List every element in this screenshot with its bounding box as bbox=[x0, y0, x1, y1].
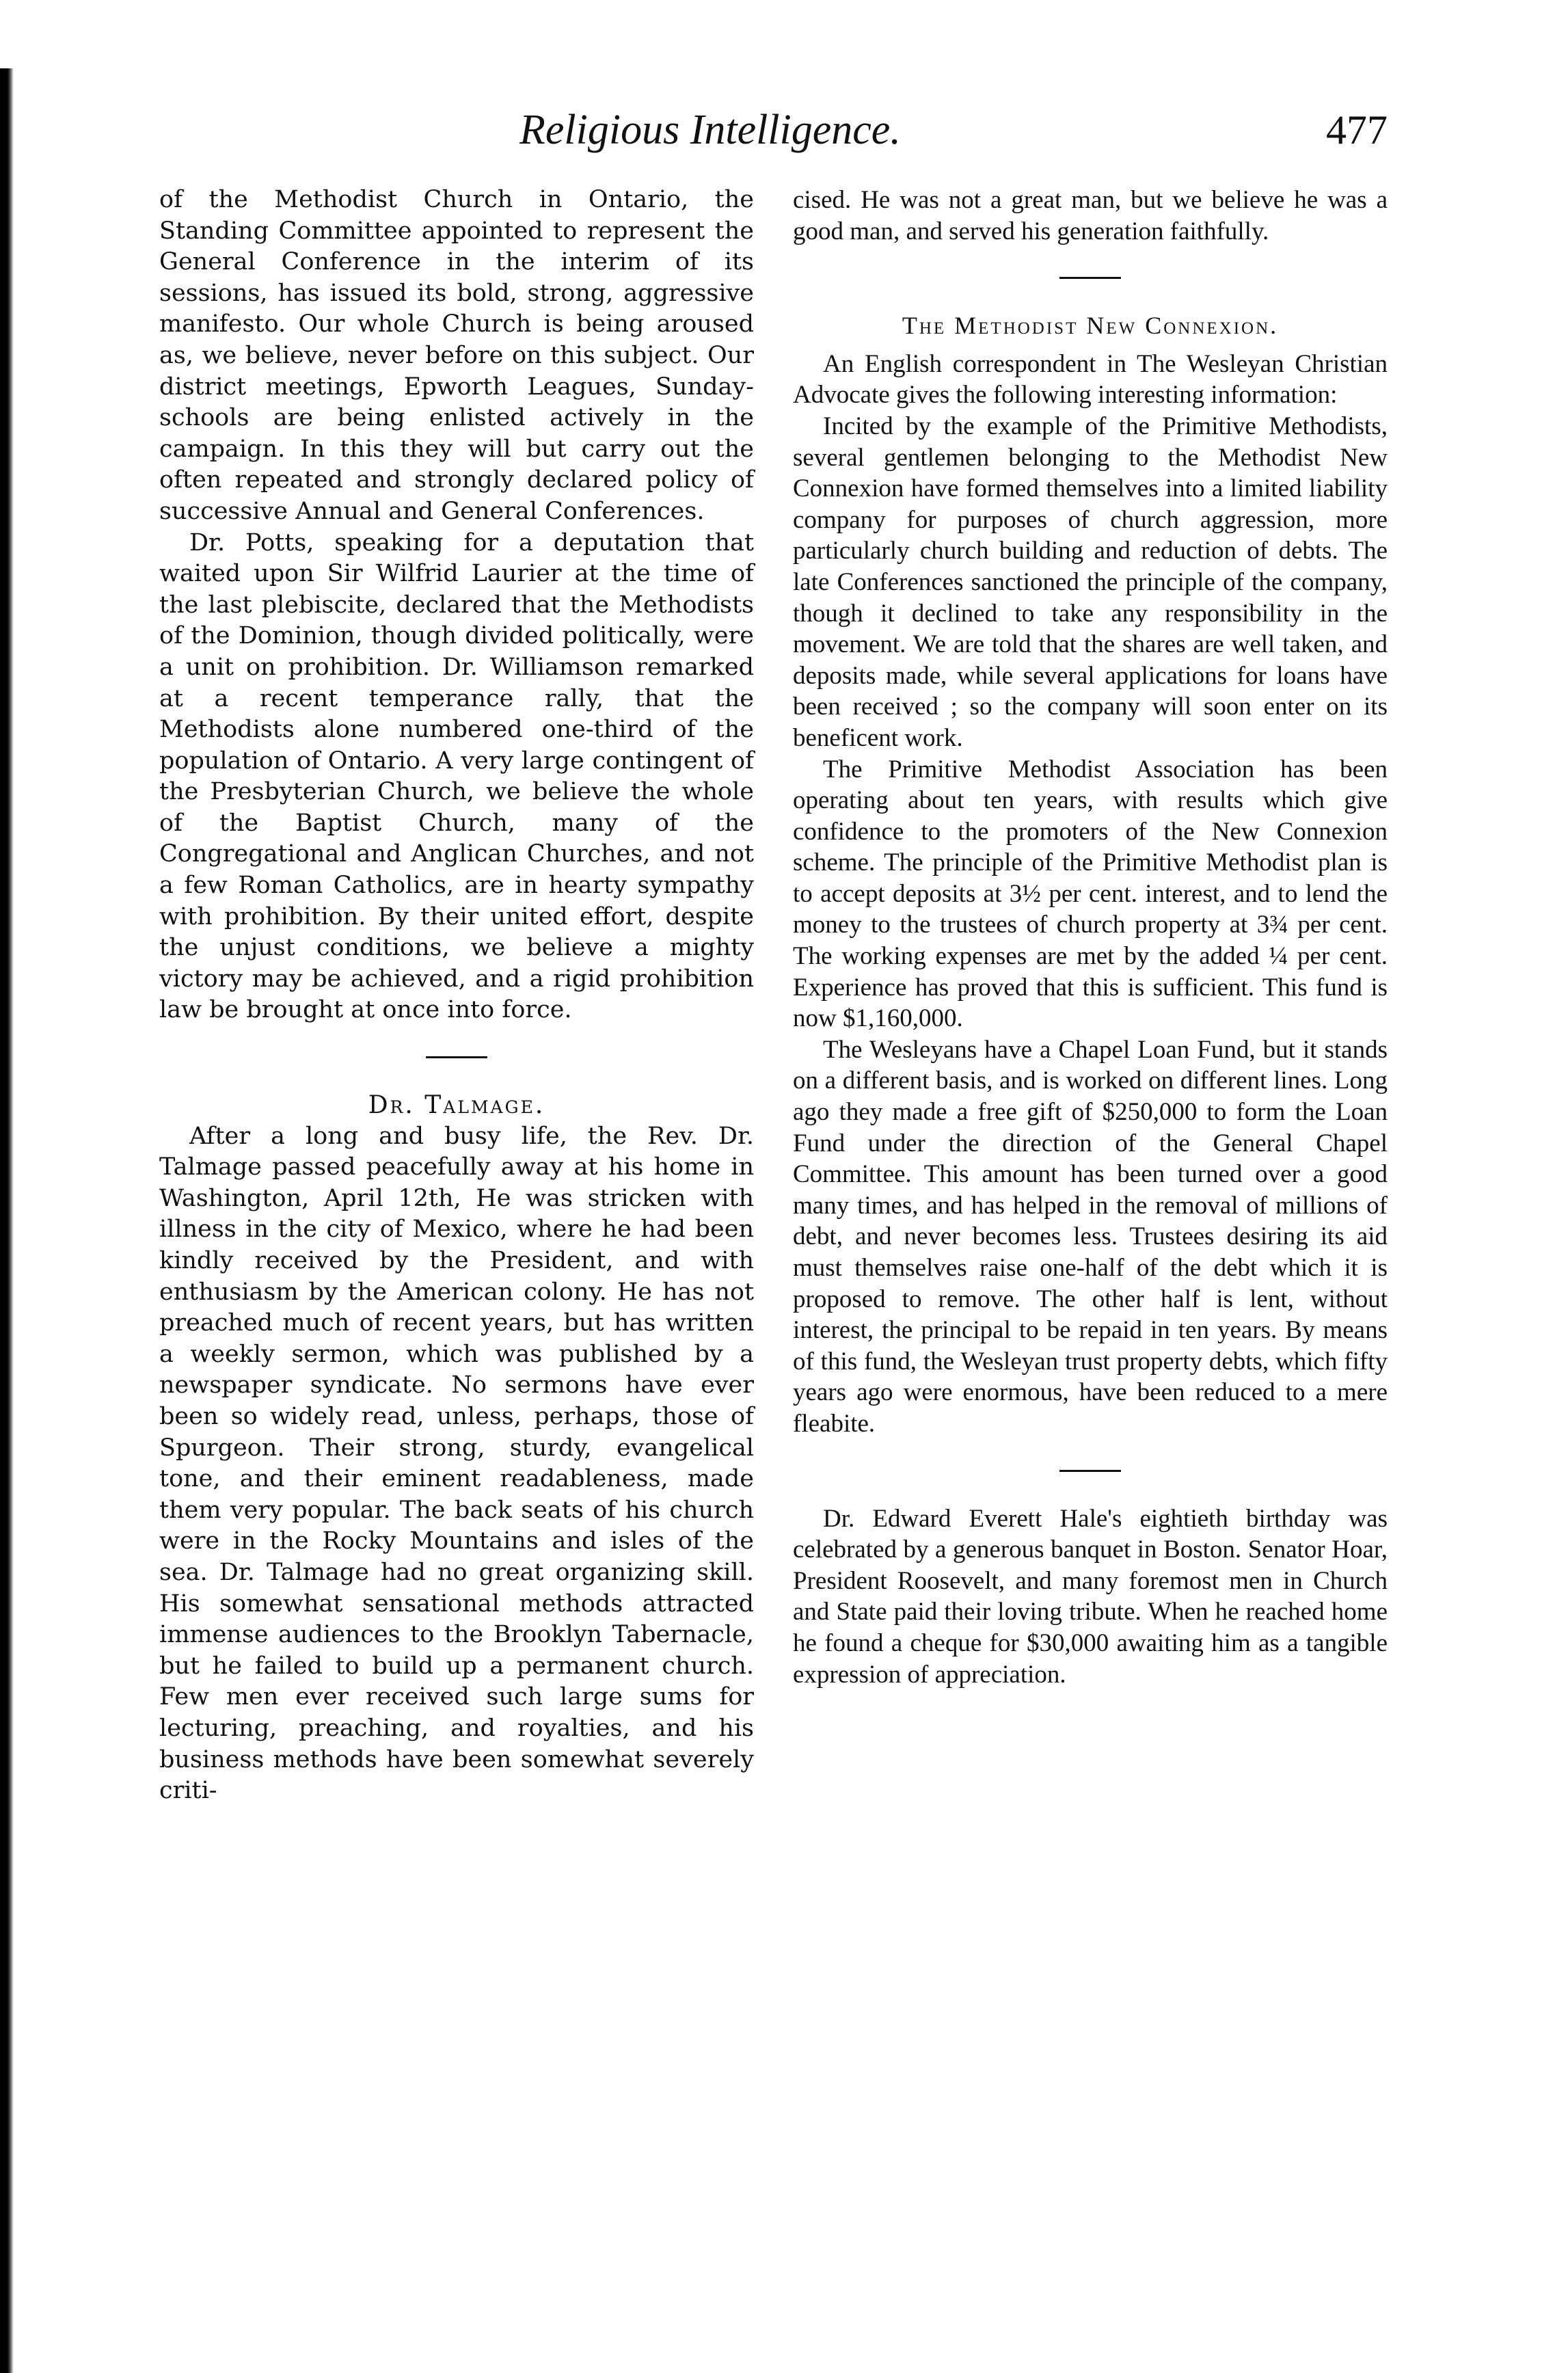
paragraph-wesleyan-loan-fund: The Wesleyans have a Chapel Loan Fund, but it stands on a different basis, and is worked on different lines. Long ago they made a free gift of $250,000 to form the Loan Fund under the direction of the General Chapel Committee. This amount has been turned over a good many times, and has helped in the removal of millions of debt, and never becomes less. Trustees desiring its aid must themselves raise one-half of the debt which it is proposed to remove. The other half is lent, without interest, the principal to be repaid in ten years. By means of this fund, the Wesleyan trust property debts, which fifty years ago were enormous, have been reduced to a mere fleabite. bbox=[793, 1035, 1388, 1438]
paragraph-talmage: After a long and busy life, the Rev. Dr. Talmage passed peacefully away at his home in Washington, April 12th, He was stricken with illness in the city of Mexico, where he had been kindly received by the President, and with enthusiasm by the American colony. He has not preached much of recent years, but has written a weekly sermon, which was published by a newspaper syndicate. No sermons have ever been so widely read, unless, perhaps, those of Spurgeon. Their strong, sturdy, evangelical tone, and their eminent readableness, made them very popular. The back seats of his church were in the Rocky Mountains and isles of the sea. Dr. Talmage had no great organizing skill. His somewhat sensational methods attracted immense audiences to the Brooklyn Tabernacle, but he failed to build up a permanent church. Few men ever received such large sums for lecturing, preaching, and royalties, and his business methods have been somewhat severely criti- bbox=[159, 1122, 754, 1805]
paragraph-correspondent: An English correspondent in The Wesleyan Christian Advocate gives the following interesting information: bbox=[793, 349, 1388, 410]
left-column bbox=[159, 185, 754, 1807]
running-title: Religious Intelligence. bbox=[519, 107, 901, 153]
paragraph-prohibition-unity: Dr. Potts, speaking for a deputation that waited upon Sir Wilfrid Laurier at the time of the last plebiscite, declared that the Methodists of the Dominion, though divided politically, were a unit on prohibition. Dr. Williamson remarked at a recent temperance rally, that the Methodists alone numbered one-third of the population of Ontario. A very large contingent of the Presbyterian Church, we believe the whole of the Baptist Church, many of the Congregational and Anglican Churches, and not a few Roman Catholics, are in hearty sympathy with prohibition. By their united effort, despite the unjust conditions, we believe a mighty victory may be achieved, and a rigid prohibition law be brought at once into force. bbox=[159, 528, 754, 1024]
section-divider bbox=[1059, 1470, 1121, 1472]
paragraph-talmage-continued: cised. He was not a great man, but we believe he was a good man, and served his generation faithfully. bbox=[793, 186, 1388, 245]
section-heading-new-connexion: The Methodist New Connexion. bbox=[902, 312, 1279, 340]
paragraph-prohibition-continued: of the Methodist Church in Ontario, the Standing Committee appointed to represent the General Conference in the interim of its sessions, has issued its bold, strong, aggressive manifesto. Our whole Church is being aroused as, we believe, never before on this subject. Our district meetings, Epworth Leagues, Sunday-schools are being enlisted actively in the campaign. In this they will but carry out the often repeated and strongly declared policy of successive Annual and General Conferences. bbox=[159, 186, 754, 525]
paragraph-quoted-company: Incited by the example of the Primitive Methodists, several gentlemen belonging to the Methodist New Connexion have formed themselves into a limited liability company for purposes of church aggression, more particularly church building and reduction of debts. The late Conferences sanctioned the principle of the company, though it declined to take any responsibility in the movement. We are told that the shares are well taken, and deposits made, while several applications for loans have been received ; so the company will soon enter on its beneficent work. bbox=[793, 412, 1388, 752]
paragraph-primitive-association: The Primitive Methodist Association has been operating about ten years, with results which give confidence to the promoters of the New Connexion scheme. The principle of the Primitive Methodist plan is to accept deposits at 3½ per cent. interest, and to lend the money to the trustees of church property at 3¾ per cent. The working expenses are met by the added ¼ per cent. Experience has proved that this is sufficient. This fund is now $1,160,000. bbox=[793, 755, 1388, 1033]
scan-binding-edge bbox=[0, 68, 14, 2373]
section-divider bbox=[1059, 277, 1121, 279]
section-divider bbox=[426, 1056, 487, 1058]
page-number: 477 bbox=[1326, 107, 1388, 152]
right-column bbox=[793, 185, 1388, 1690]
page-header bbox=[519, 103, 1388, 164]
paragraph-hale-birthday: Dr. Edward Everett Hale's eightieth birthday was celebrated by a generous banquet in Boston. Senator Hoar, President Roosevelt, and many foremost men in Church and State paid their loving tribute. When he reached home he found a cheque for $30,000 awaiting him as a tangible expression of appreciation. bbox=[793, 1504, 1388, 1689]
section-heading-talmage: Dr. Talmage. bbox=[368, 1091, 545, 1120]
